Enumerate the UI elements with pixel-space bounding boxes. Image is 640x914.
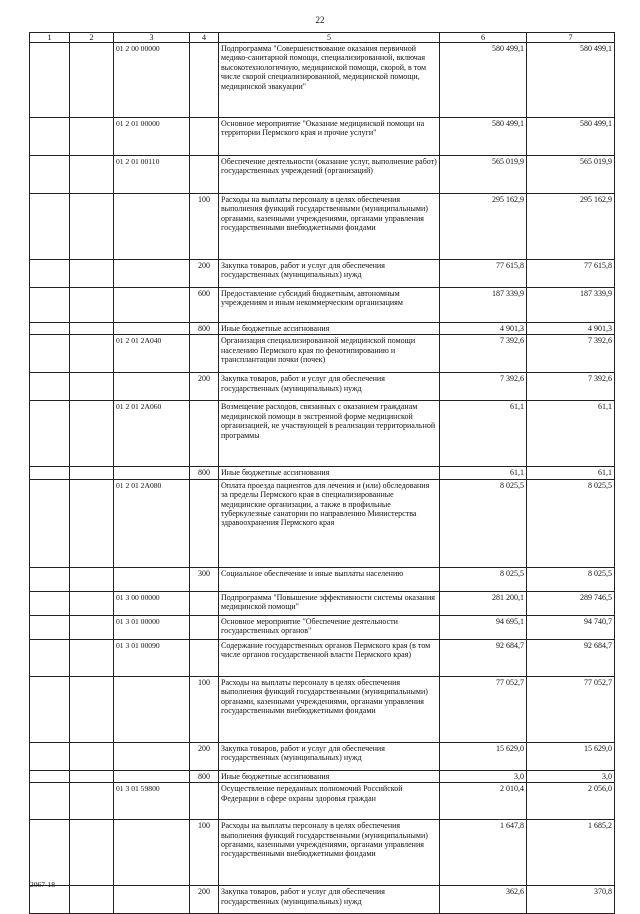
name-cell: Расходы на выплаты персоналу в целях обеспечения выполнения функций государственными (муниципальными) органами, казенными учреждениями, органами управления государственными внебюджетными фондами <box>219 676 440 742</box>
value-2018-cell: 580 499,1 <box>440 118 527 156</box>
table-row <box>30 118 615 156</box>
col2-cell <box>70 591 114 615</box>
col1-cell <box>30 401 70 467</box>
name-cell: Основное мероприятие "Оказание медицинской помощи на территории Пермского края и прочие услуги" <box>219 118 440 156</box>
col1-cell <box>30 43 70 118</box>
value-2019-cell: 370,8 <box>527 886 615 914</box>
col1-cell <box>30 783 70 820</box>
csr-cell: 01 3 01 00090 <box>114 639 190 676</box>
value-2018-cell: 4 901,3 <box>440 323 527 335</box>
csr-cell <box>114 373 190 401</box>
table-row <box>30 156 615 194</box>
col1-cell <box>30 742 70 770</box>
value-2019-cell: 1 685,2 <box>527 820 615 886</box>
col2-cell <box>70 676 114 742</box>
csr-cell: 01 3 00 00000 <box>114 591 190 615</box>
table-row <box>30 591 615 615</box>
csr-cell: 01 3 01 59800 <box>114 783 190 820</box>
col2-cell <box>70 156 114 194</box>
value-2018-cell: 7 392,6 <box>440 335 527 373</box>
vr-cell <box>190 783 219 820</box>
col1-cell <box>30 820 70 886</box>
vr-cell <box>190 335 219 373</box>
name-cell: Закупка товаров, работ и услуг для обеспечения государственных (муниципальных) нужд <box>219 260 440 288</box>
value-2018-cell: 2 010,4 <box>440 783 527 820</box>
header-cell: 7 <box>527 33 615 43</box>
name-cell: Иные бюджетные ассигнования <box>219 770 440 782</box>
csr-cell: 01 2 01 2А080 <box>114 479 190 567</box>
col2-cell <box>70 770 114 782</box>
header-cell: 5 <box>219 33 440 43</box>
footer-code: 2067-18 <box>30 880 55 889</box>
col2-cell <box>70 639 114 676</box>
value-2019-cell: 4 901,3 <box>527 323 615 335</box>
value-2018-cell: 92 684,7 <box>440 639 527 676</box>
value-2019-cell: 3,0 <box>527 770 615 782</box>
name-cell: Закупка товаров, работ и услуг для обеспечения государственных (муниципальных) нужд <box>219 373 440 401</box>
value-2018-cell: 580 499,1 <box>440 43 527 118</box>
vr-cell: 100 <box>190 194 219 260</box>
col2-cell <box>70 260 114 288</box>
vr-cell <box>190 639 219 676</box>
name-cell: Содержание государственных органов Пермского края (в том числе органов государственной власти Пермского края) <box>219 639 440 676</box>
col2-cell <box>70 615 114 639</box>
vr-cell <box>190 118 219 156</box>
col1-cell <box>30 335 70 373</box>
value-2019-cell: 565 019,9 <box>527 156 615 194</box>
value-2018-cell: 3,0 <box>440 770 527 782</box>
name-cell: Расходы на выплаты персоналу в целях обеспечения выполнения функций государственными (муниципальными) органами, казенными учреждениями, органами управления государственными внебюджетными фондами <box>219 820 440 886</box>
col2-cell <box>70 886 114 914</box>
vr-cell: 800 <box>190 323 219 335</box>
col1-cell <box>30 591 70 615</box>
col1-cell <box>30 118 70 156</box>
vr-cell: 600 <box>190 288 219 323</box>
col2-cell <box>70 567 114 591</box>
value-2019-cell: 2 056,0 <box>527 783 615 820</box>
col2-cell <box>70 373 114 401</box>
csr-cell <box>114 742 190 770</box>
table-row <box>30 373 615 401</box>
table-row <box>30 639 615 676</box>
csr-cell: 01 2 00 00000 <box>114 43 190 118</box>
vr-cell: 100 <box>190 820 219 886</box>
table-row <box>30 783 615 820</box>
value-2018-cell: 61,1 <box>440 467 527 479</box>
table-row <box>30 335 615 373</box>
table-row <box>30 401 615 467</box>
col2-cell <box>70 479 114 567</box>
value-2018-cell: 8 025,5 <box>440 567 527 591</box>
name-cell: Предоставление субсидий бюджетным, автономным учреждениям и иным некоммерческим организациям <box>219 288 440 323</box>
value-2018-cell: 8 025,5 <box>440 479 527 567</box>
col2-cell <box>70 118 114 156</box>
vr-cell <box>190 615 219 639</box>
table-row <box>30 323 615 335</box>
col1-cell <box>30 323 70 335</box>
name-cell: Расходы на выплаты персоналу в целях обеспечения выполнения функций государственными (муниципальными) органами, казенными учреждениями, органами управления государственными внебюджетными фондами <box>219 194 440 260</box>
col2-cell <box>70 323 114 335</box>
vr-cell <box>190 43 219 118</box>
value-2018-cell: 61,1 <box>440 401 527 467</box>
value-2019-cell: 61,1 <box>527 467 615 479</box>
csr-cell <box>114 567 190 591</box>
name-cell: Подпрограмма "Повышение эффективности системы оказания медицинской помощи" <box>219 591 440 615</box>
value-2018-cell: 281 200,1 <box>440 591 527 615</box>
value-2018-cell: 295 162,9 <box>440 194 527 260</box>
value-2019-cell: 77 615,8 <box>527 260 615 288</box>
col2-cell <box>70 820 114 886</box>
value-2019-cell: 8 025,5 <box>527 479 615 567</box>
value-2018-cell: 1 647,8 <box>440 820 527 886</box>
col1-cell <box>30 615 70 639</box>
col1-cell <box>30 373 70 401</box>
value-2018-cell: 565 019,9 <box>440 156 527 194</box>
name-cell: Закупка товаров, работ и услуг для обеспечения государственных (муниципальных) нужд <box>219 742 440 770</box>
name-cell: Возмещение расходов, связанных с оказанием гражданам медицинской помощи в экстренной форме медицинской организацией, не участвующей в реализации территориальной программы <box>219 401 440 467</box>
vr-cell: 800 <box>190 467 219 479</box>
col1-cell <box>30 467 70 479</box>
col1-cell <box>30 288 70 323</box>
vr-cell: 200 <box>190 260 219 288</box>
name-cell: Иные бюджетные ассигнования <box>219 467 440 479</box>
vr-cell <box>190 156 219 194</box>
col1-cell <box>30 567 70 591</box>
header-cell: 6 <box>440 33 527 43</box>
value-2018-cell: 187 339,9 <box>440 288 527 323</box>
csr-cell: 01 3 01 00000 <box>114 615 190 639</box>
table-row <box>30 615 615 639</box>
value-2019-cell: 289 746,5 <box>527 591 615 615</box>
name-cell: Закупка товаров, работ и услуг для обеспечения государственных (муниципальных) нужд <box>219 886 440 914</box>
csr-cell <box>114 323 190 335</box>
value-2019-cell: 187 339,9 <box>527 288 615 323</box>
header-cell: 3 <box>114 33 190 43</box>
name-cell: Социальное обеспечение и иные выплаты населению <box>219 567 440 591</box>
vr-cell: 200 <box>190 373 219 401</box>
csr-cell: 01 2 01 2А040 <box>114 335 190 373</box>
value-2019-cell: 7 392,6 <box>527 373 615 401</box>
name-cell: Иные бюджетные ассигнования <box>219 323 440 335</box>
col1-cell <box>30 770 70 782</box>
col1-cell <box>30 639 70 676</box>
value-2018-cell: 94 695,1 <box>440 615 527 639</box>
value-2018-cell: 7 392,6 <box>440 373 527 401</box>
name-cell: Подпрограмма "Совершенствование оказания первичной медико-санитарной помощи, специализированной, включая высокотехнологичную, медицинской помощи, скорой, в том числе скорой специализированной, медицинской помощи, медицинской эвакуации" <box>219 43 440 118</box>
header-cell: 2 <box>70 33 114 43</box>
vr-cell: 200 <box>190 886 219 914</box>
table-row <box>30 467 615 479</box>
header-cell: 4 <box>190 33 219 43</box>
col2-cell <box>70 401 114 467</box>
table-row <box>30 479 615 567</box>
vr-cell: 200 <box>190 742 219 770</box>
col2-cell <box>70 194 114 260</box>
vr-cell: 300 <box>190 567 219 591</box>
csr-cell <box>114 194 190 260</box>
value-2019-cell: 580 499,1 <box>527 118 615 156</box>
csr-cell <box>114 820 190 886</box>
value-2019-cell: 8 025,5 <box>527 567 615 591</box>
col2-cell <box>70 335 114 373</box>
table-row <box>30 43 615 118</box>
vr-cell: 800 <box>190 770 219 782</box>
page-number: 22 <box>315 15 325 25</box>
table-row <box>30 742 615 770</box>
value-2018-cell: 77 052,7 <box>440 676 527 742</box>
value-2019-cell: 580 499,1 <box>527 43 615 118</box>
header-cell: 1 <box>30 33 70 43</box>
col2-cell <box>70 742 114 770</box>
value-2019-cell: 77 052,7 <box>527 676 615 742</box>
col2-cell <box>70 288 114 323</box>
table-row <box>30 260 615 288</box>
value-2019-cell: 61,1 <box>527 401 615 467</box>
vr-cell <box>190 401 219 467</box>
header-row <box>30 33 615 43</box>
value-2019-cell: 15 629,0 <box>527 742 615 770</box>
table-row <box>30 676 615 742</box>
table-row <box>30 567 615 591</box>
csr-cell <box>114 770 190 782</box>
vr-cell <box>190 591 219 615</box>
name-cell: Оплата проезда пациентов для лечения и (или) обследования за пределы Пермского края в специализированные медицинские организации, а также в профильные туберкулезные санатории по направлению Министерства здравоохранения Пермского края <box>219 479 440 567</box>
vr-cell: 100 <box>190 676 219 742</box>
value-2018-cell: 77 615,8 <box>440 260 527 288</box>
table-row <box>30 820 615 886</box>
col2-cell <box>70 43 114 118</box>
table-row <box>30 288 615 323</box>
value-2019-cell: 295 162,9 <box>527 194 615 260</box>
csr-cell <box>114 288 190 323</box>
col1-cell <box>30 194 70 260</box>
budget-table <box>29 32 615 914</box>
value-2018-cell: 362,6 <box>440 886 527 914</box>
col1-cell <box>30 886 70 914</box>
table-row <box>30 886 615 914</box>
col1-cell <box>30 260 70 288</box>
col2-cell <box>70 783 114 820</box>
vr-cell <box>190 479 219 567</box>
value-2019-cell: 94 740,7 <box>527 615 615 639</box>
table-row <box>30 194 615 260</box>
col1-cell <box>30 676 70 742</box>
table-row <box>30 770 615 782</box>
col2-cell <box>70 467 114 479</box>
value-2019-cell: 92 684,7 <box>527 639 615 676</box>
name-cell: Обеспечение деятельности (оказание услуг, выполнение работ) государственных учреждений (организаций) <box>219 156 440 194</box>
name-cell: Осуществление переданных полномочий Российской Федерации в сфере охраны здоровья граждан <box>219 783 440 820</box>
csr-cell <box>114 467 190 479</box>
csr-cell <box>114 676 190 742</box>
name-cell: Основное мероприятие "Обеспечение деятельности государственных органов" <box>219 615 440 639</box>
csr-cell: 01 2 01 00000 <box>114 118 190 156</box>
csr-cell: 01 2 01 2А060 <box>114 401 190 467</box>
csr-cell <box>114 260 190 288</box>
col1-cell <box>30 479 70 567</box>
value-2019-cell: 7 392,6 <box>527 335 615 373</box>
col1-cell <box>30 156 70 194</box>
csr-cell: 01 2 01 00110 <box>114 156 190 194</box>
csr-cell <box>114 886 190 914</box>
name-cell: Организация специализированной медицинской помощи населению Пермского края по фенотипированию и трансплантации почки (почек) <box>219 335 440 373</box>
value-2018-cell: 15 629,0 <box>440 742 527 770</box>
